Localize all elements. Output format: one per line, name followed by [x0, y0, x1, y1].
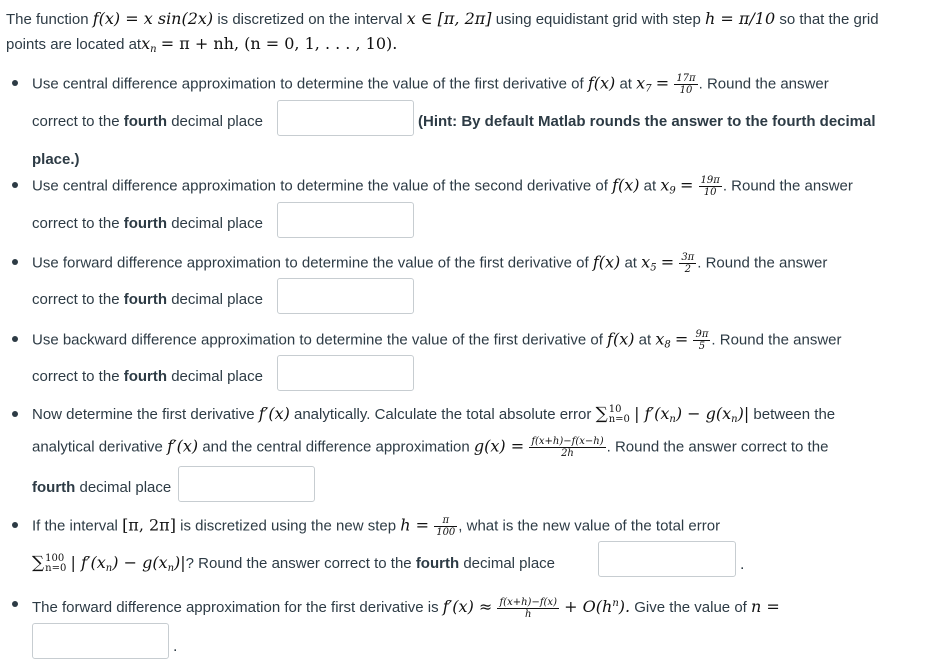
- fraction-num: 3π: [681, 252, 695, 263]
- question-text: Now determine the first derivative: [32, 406, 255, 423]
- sum-lower: n=0: [45, 563, 67, 575]
- answer-input-q6[interactable]: [598, 541, 736, 577]
- q7-line-1: [32, 594, 780, 620]
- point-fraction: [674, 73, 697, 96]
- q2-line-2: [32, 214, 263, 234]
- q3-line-1: [32, 252, 827, 278]
- question-text: If the interval: [32, 517, 118, 535]
- question-text: correct to the: [32, 368, 120, 385]
- intro-text: points are located at: [6, 36, 142, 53]
- intro-line-1: [6, 9, 879, 30]
- grid-sub: n: [150, 44, 157, 55]
- point-fraction: [699, 175, 722, 198]
- hint-text-cont: place.): [32, 151, 80, 168]
- emphasis: fourth: [123, 113, 168, 130]
- question-text: at: [624, 254, 637, 272]
- q1-line-2: [32, 112, 263, 132]
- question-text: Use forward difference approximation to determine the value of the first derivative of: [32, 254, 589, 272]
- interval-expr: [π, 2π]: [122, 515, 176, 535]
- order-expr: + O(h: [564, 597, 613, 616]
- question-text: . Round the answer: [711, 331, 842, 349]
- fraction-den: h: [525, 608, 532, 620]
- step-fraction: [434, 515, 457, 538]
- q4-line-2: [32, 367, 263, 387]
- answer-input-q3[interactable]: [277, 278, 414, 314]
- equals: =: [679, 175, 694, 195]
- abs-expr: | f′(x: [634, 404, 670, 423]
- question-text: Use central difference approximation to determine the value of the second derivative of: [32, 177, 608, 195]
- question-text: . Round the answer: [722, 177, 853, 195]
- question-text: The forward difference approximation for the first derivative is: [32, 599, 439, 616]
- intro-text: so that the grid: [779, 11, 879, 28]
- grid-expr: = π + nh, (n = 0, 1, . . . , 10).: [160, 34, 398, 53]
- question-text: , what is the new value of the total error: [458, 517, 721, 535]
- grid-var: x: [141, 34, 151, 53]
- step-expr: h =: [400, 515, 430, 535]
- order-exponent: n: [612, 598, 619, 609]
- bullet: [12, 522, 18, 528]
- interval-expr: x ∈ [π, 2π]: [406, 9, 492, 28]
- question-text: analytical derivative: [32, 438, 163, 456]
- sum-sign: ∑: [595, 404, 608, 424]
- answer-input-q2[interactable]: [277, 202, 414, 238]
- point-var: x: [660, 175, 670, 195]
- q5-line-1: [32, 404, 835, 430]
- q5-line-3: [32, 478, 171, 498]
- fraction-num: f(x+h)−f(x−h): [531, 436, 604, 447]
- point-sub: 7: [645, 83, 652, 95]
- question-text: at: [619, 75, 632, 93]
- hint-text: (Hint: By default Matlab rounds the answer to the fourth decimal: [418, 113, 876, 130]
- fraction-num: 9π: [695, 329, 709, 340]
- question-text: . Round the answer: [697, 254, 828, 272]
- point-sub: 9: [669, 185, 676, 197]
- approx-expr: g(x) =: [473, 436, 525, 456]
- bullet: [12, 80, 18, 86]
- bullet: [12, 182, 18, 188]
- equals: =: [660, 252, 675, 272]
- function-expr: f(x) = x sin(2x): [92, 9, 214, 28]
- question-text: decimal place: [171, 215, 263, 232]
- q3-line-2: [32, 290, 263, 310]
- abs-expr: )|: [174, 553, 186, 572]
- point-var: x: [641, 252, 651, 272]
- point-fraction: [679, 252, 696, 275]
- sum-limits: [45, 554, 66, 574]
- trailing-period: .: [740, 556, 745, 573]
- abs-expr: ) − g(x: [675, 404, 732, 423]
- abs-sub: n: [105, 563, 113, 574]
- emphasis: fourth: [415, 555, 460, 572]
- step-expr: h = π/10: [704, 9, 776, 28]
- question-text: decimal place: [171, 113, 263, 130]
- question-text: Use backward difference approximation to determine the value of the first derivative of: [32, 331, 603, 349]
- fraction-den: 100: [436, 527, 456, 538]
- derivative-expr: f′(x): [258, 404, 290, 423]
- fraction-num: f(x+h)−f(x): [499, 596, 557, 608]
- point-sub: 8: [664, 339, 671, 351]
- question-text: between the: [753, 406, 836, 423]
- bullet: [12, 601, 18, 607]
- emphasis: fourth: [123, 368, 168, 385]
- point-var: x: [636, 73, 646, 93]
- intro-line-2: [6, 34, 397, 60]
- intro-text: is discretized on the interval: [217, 11, 403, 28]
- question-text: correct to the: [32, 215, 120, 232]
- fraction-den: 10: [679, 85, 693, 96]
- function-ref: f(x): [612, 175, 640, 195]
- question-text: correct to the: [32, 291, 120, 308]
- function-ref: f(x): [592, 252, 621, 272]
- sum-limits: [609, 405, 630, 425]
- order-expr: ).: [618, 597, 631, 616]
- function-ref: f(x): [607, 329, 635, 349]
- abs-expr: | f′(x: [70, 553, 106, 572]
- equals: =: [655, 73, 670, 93]
- question-text: decimal place: [171, 368, 263, 385]
- q6-line-2: [32, 553, 555, 579]
- sum-lower: n=0: [608, 414, 630, 426]
- answer-input-q4[interactable]: [277, 355, 414, 391]
- equals: =: [674, 329, 689, 349]
- intro-text: using equidistant grid with step: [495, 11, 701, 28]
- abs-expr: ) − g(x: [112, 553, 168, 572]
- answer-input-q7[interactable]: [32, 623, 169, 659]
- derivative-expr: f′(x) ≈: [442, 597, 493, 616]
- question-text: decimal place: [79, 479, 172, 496]
- forward-fraction: [497, 597, 559, 620]
- question-text: Give the value of: [634, 599, 747, 616]
- bullet: [12, 336, 18, 342]
- fraction-den: 10: [703, 187, 717, 198]
- fraction-den: 2h: [561, 448, 574, 459]
- sum-sign: ∑: [32, 553, 45, 573]
- emphasis: fourth: [123, 291, 168, 308]
- question-text: decimal place: [171, 291, 263, 308]
- q5-line-2: [32, 436, 828, 459]
- abs-sub: n: [669, 414, 676, 425]
- function-ref: f(x): [587, 73, 616, 93]
- question-text: analytically. Calculate the total absolute error: [294, 406, 592, 423]
- fraction-den: 2: [684, 264, 691, 275]
- question-text: ? Round the answer correct to the: [185, 555, 412, 572]
- question-text: . Round the answer correct to the: [606, 438, 829, 456]
- question-text: at: [638, 331, 652, 349]
- fraction-num: π: [434, 515, 457, 527]
- q4-line-1: [32, 329, 842, 355]
- question-text: decimal place: [463, 555, 556, 572]
- abs-sub: n: [731, 414, 738, 425]
- sum-upper: 100: [45, 553, 65, 565]
- emphasis: fourth: [123, 215, 168, 232]
- question-text: . Round the answer: [698, 75, 829, 93]
- derivative-expr: f′(x): [167, 436, 199, 456]
- q2-line-1: [32, 175, 853, 201]
- point-fraction: [693, 329, 710, 352]
- abs-expr: )|: [737, 404, 750, 423]
- sum-upper: 10: [608, 404, 622, 416]
- bullet: [12, 411, 18, 417]
- answer-input-q1[interactable]: [277, 100, 414, 136]
- q6-line-1: [32, 515, 720, 538]
- emphasis: fourth: [32, 479, 76, 496]
- point-sub: 5: [650, 262, 657, 274]
- question-text: correct to the: [32, 113, 120, 130]
- fraction-den: 5: [698, 341, 706, 352]
- question-text: Use central difference approximation to determine the value of the first derivative of: [32, 75, 584, 93]
- q1-line-1: [32, 73, 829, 99]
- question-text: at: [643, 177, 657, 195]
- fraction-num: 19π: [700, 175, 720, 186]
- n-expr: n =: [751, 597, 780, 616]
- intro-text: The function: [6, 11, 89, 28]
- trailing-period: .: [173, 638, 178, 655]
- approx-fraction: [529, 436, 605, 459]
- answer-input-q5[interactable]: [178, 466, 315, 502]
- bullet: [12, 259, 18, 265]
- abs-sub: n: [167, 563, 175, 574]
- fraction-num: 17π: [676, 73, 696, 84]
- question-text: and the central difference approximation: [202, 438, 470, 456]
- question-text: is discretized using the new step: [180, 517, 397, 535]
- point-var: x: [655, 329, 665, 349]
